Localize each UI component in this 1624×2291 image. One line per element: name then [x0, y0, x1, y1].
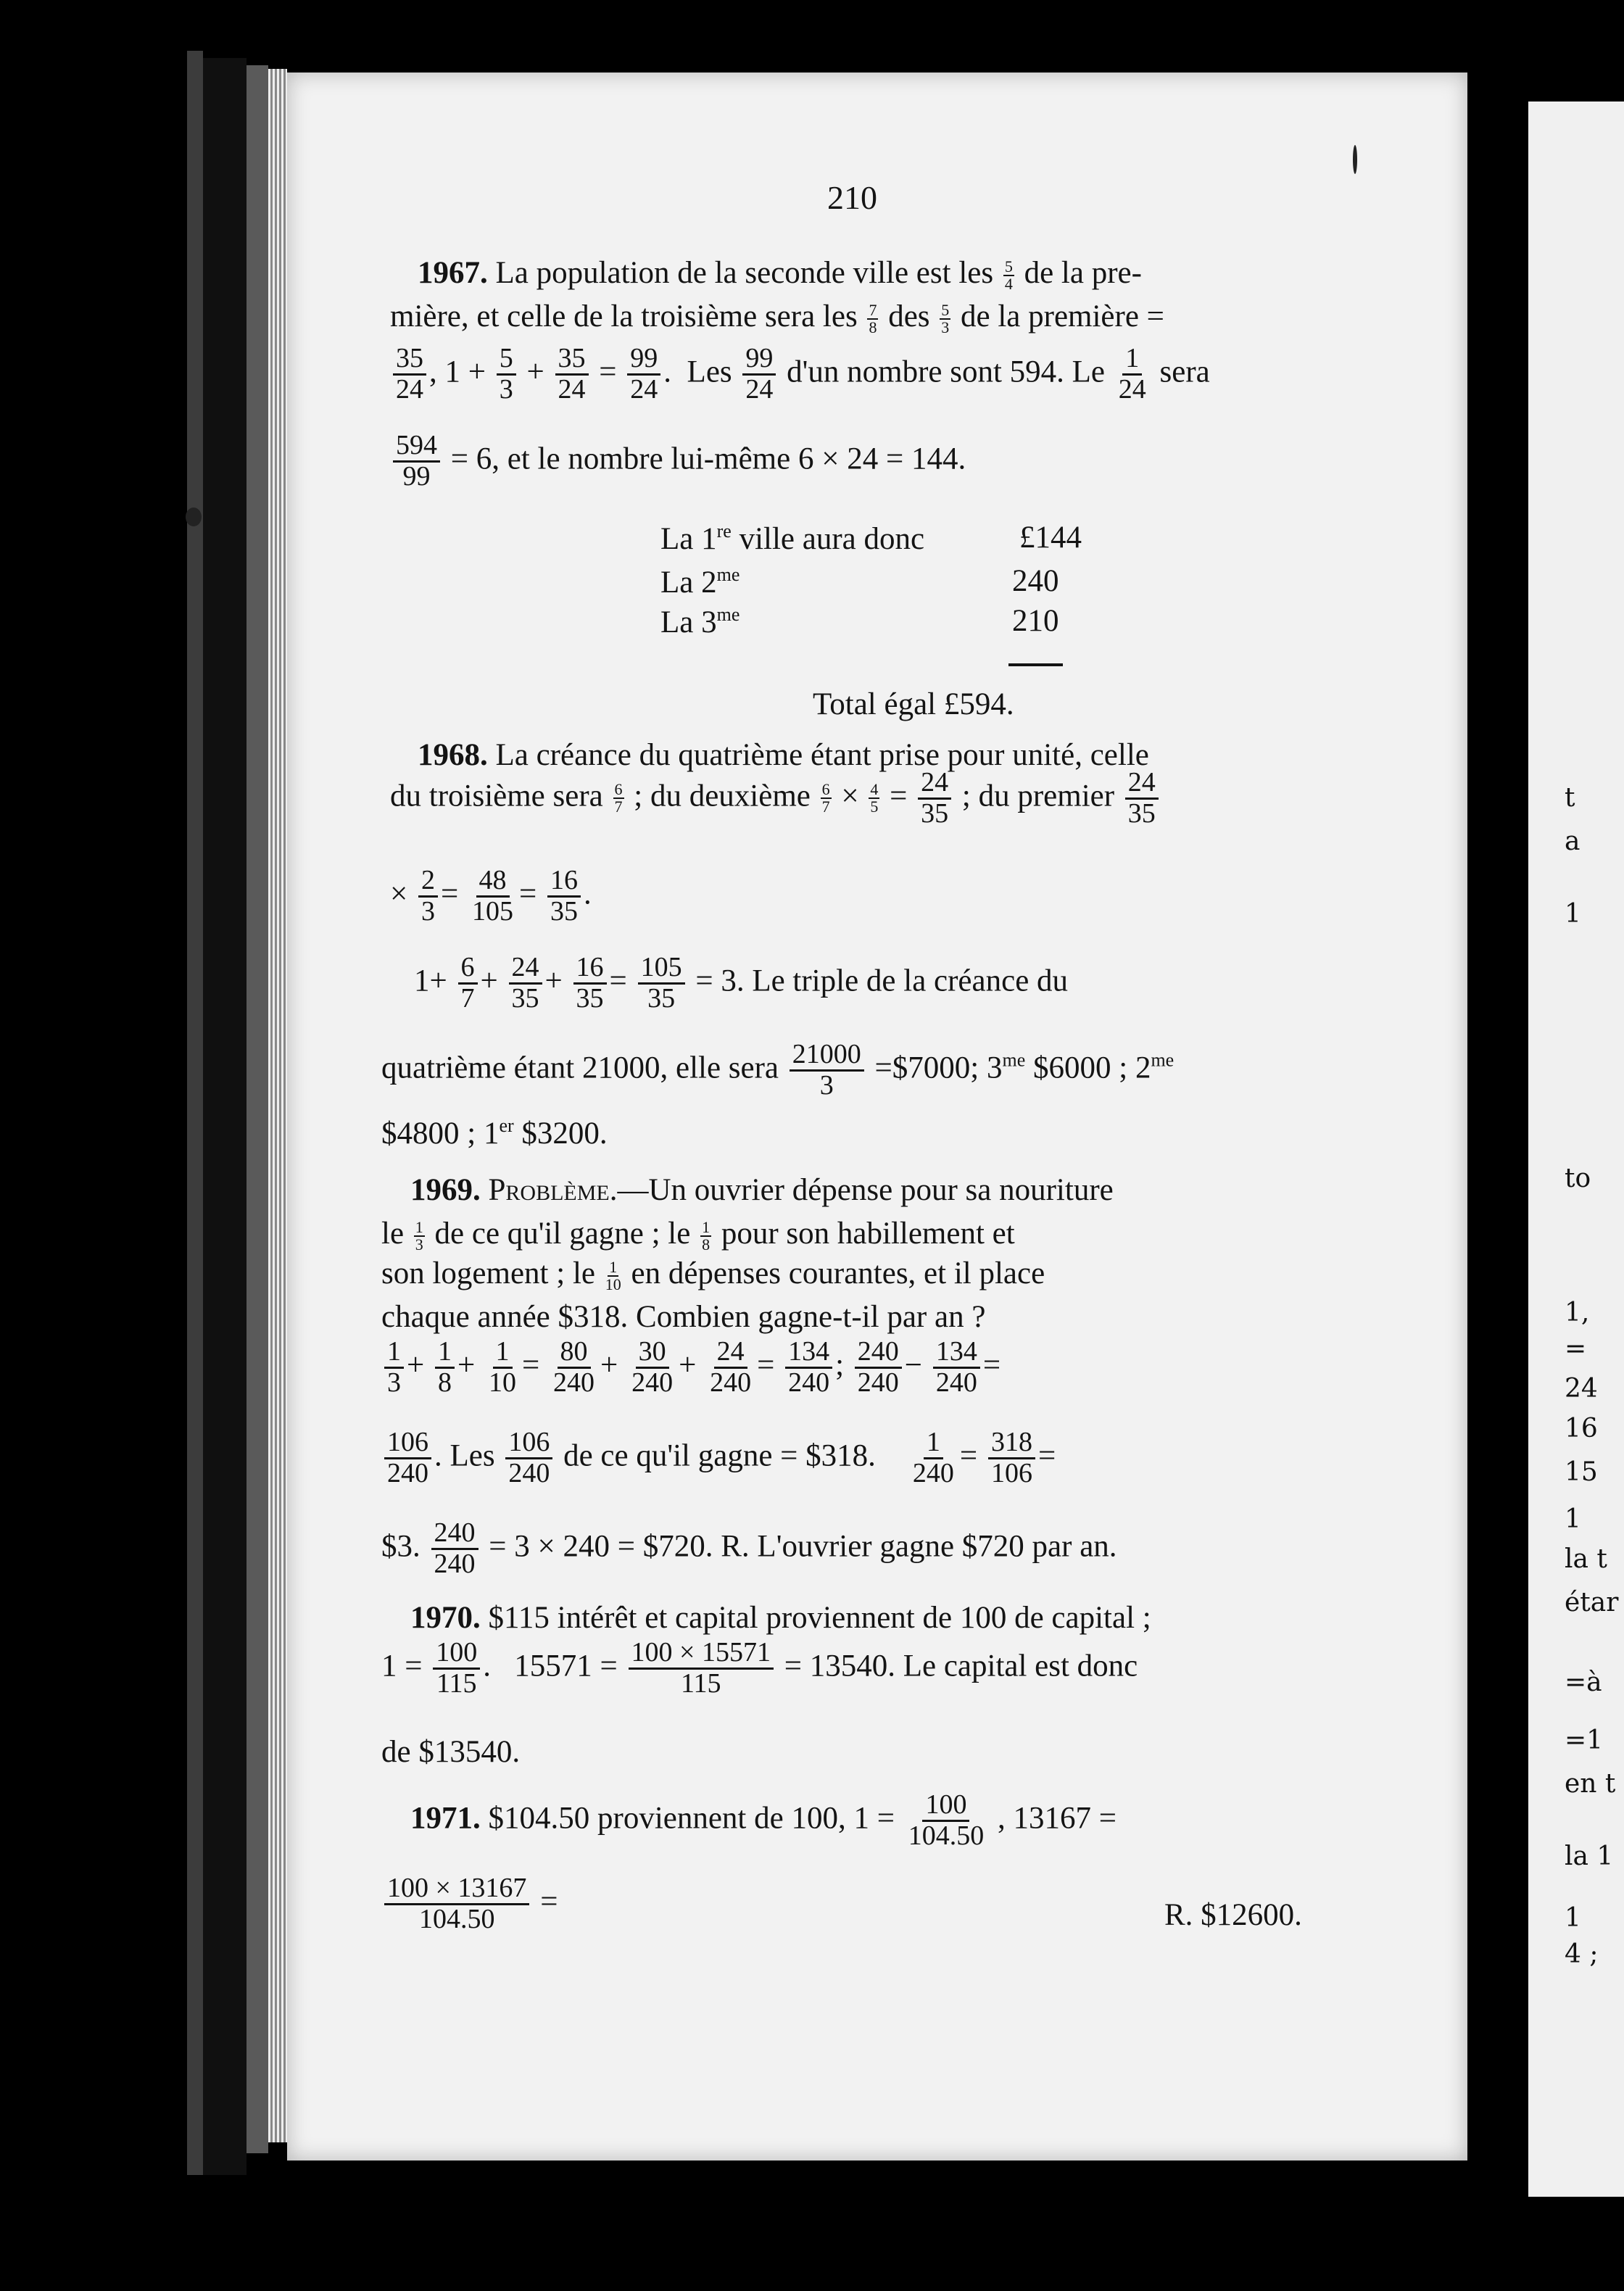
paragraph-1968-line-5: quatrième étant 21000, elle sera $\frac{21000}{3}$ =$7000; $3^{me}$ $6000 ; $2^{me}$ [381, 1039, 1174, 1101]
paragraph-1971-equation: $\frac{100 \times 13167}{104.50}$ = [381, 1874, 558, 1934]
fragment-text: 16 [1565, 1414, 1598, 1443]
paragraph-1969-line-2: le $\frac{1}{3}$ de ce qu'il gagne ; le $\frac{1}{8}$ pour son habillement et [381, 1217, 1015, 1254]
table-row-value: £144 [1019, 521, 1082, 555]
fragment-text: 1 [1565, 1504, 1581, 1534]
fragment-text: la 1 [1565, 1842, 1614, 1871]
fragment-text: 1 [1565, 1903, 1581, 1933]
paragraph-1968-equation-2: 1+ $\frac{6}{7}$ + $\frac{24}{35}$ + $\frac{16}{35}$ = $\frac{105}{35}$ = 3. Le triple de la créance du [414, 952, 1069, 1014]
paragraph-1969-line-4: chaque année $318. Combien gagne-t-il par an ? [381, 1300, 986, 1334]
paragraph-1968-equation-1: × $\frac{2}{3}$ = $\frac{48}{105}$ = $\frac{16}{35}$ . [390, 865, 592, 927]
fragment-text: étar [1565, 1588, 1619, 1617]
paragraph-1969-line-3: son logement ; le $\frac{1}{10}$ en dépenses courantes, et il place [381, 1256, 1045, 1294]
fragment-text: 1 [1565, 899, 1581, 929]
paragraph-1967-equation-1: $\frac{35}{24}$ , 1 + $\frac{5}{3}$ + $\frac{35}{24}$ = $\frac{99}{24}$ . Les $\frac{99}{24}$ d'un nombre sont 594. Le $\frac{1}{24}$ sera [390, 344, 1210, 405]
fragment-text: a [1565, 826, 1580, 856]
book-edge [246, 65, 268, 2153]
book-spine-shadow [203, 58, 246, 2175]
scan-mark [1353, 145, 1357, 174]
paragraph-1970-line-3: de $13540. [381, 1735, 521, 1769]
paragraph-1971-line-1: 1971. $104.50 proviennent de 100, 1 = $\frac{100}{104.50}$ , 13167 = [410, 1789, 1116, 1851]
page-number: 210 [827, 179, 877, 216]
paragraph-1969-equation-2: $\frac{106}{240}$ . Les $\frac{106}{240}$ de ce qu'il gagne = $318. $\frac{1}{240}$ = $\frac{318}{106}$ = [381, 1428, 1056, 1488]
paragraph-1968-line-1: 1968. La créance du quatrième étant prise pour unité, celle [418, 738, 1149, 772]
table-row-value: 210 [1012, 604, 1059, 638]
book-edge [187, 51, 203, 2175]
table-total: Total égal £594. [813, 687, 1014, 721]
paragraph-1969-equation-3: $3. $\frac{240}{240}$ = 3 × 240 = $720. R. L'ouvrier gagne $720 par an. [381, 1517, 1117, 1579]
fragment-text: en t [1565, 1769, 1616, 1799]
adjacent-page-fragment [1528, 102, 1624, 2197]
paragraph-1967-equation-2: $\frac{594}{99}$ = 6, et le nombre lui-même 6 × 24 = 144. [390, 431, 966, 492]
problem-number: 1967. [418, 256, 488, 290]
table-row-value: 240 [1012, 564, 1059, 598]
fragment-text: 24 [1565, 1374, 1598, 1404]
table-row-label: La $3^{me}$ [660, 604, 740, 639]
page-stack-edges [268, 69, 287, 2142]
table-row-label: La $2^{me}$ [660, 564, 740, 600]
answer-1971: R. $12600. [1164, 1898, 1302, 1932]
fraction: $\frac{5}{4}$ [1004, 257, 1013, 294]
fragment-text: t [1565, 783, 1575, 813]
fragment-text: =1 [1565, 1726, 1604, 1755]
fragment-text: 1, [1565, 1298, 1590, 1327]
paragraph-1970-line-1: 1970. $115 intérêt et capital proviennent de 100 de capital ; [410, 1601, 1151, 1635]
text: La population de la seconde ville est les [495, 256, 994, 290]
fragment-text: to [1565, 1164, 1591, 1193]
paragraph-1967-line-2: mière, et celle de la troisième sera les $\frac{7}{8}$ des $\frac{5}{3}$ de la première = [390, 299, 1164, 337]
paragraph-1969-equation-1: $\frac{1}{3}$ + $\frac{1}{8}$ + $\frac{1}{10}$ = $\frac{80}{240}$ + $\frac{30}{240}$ + $\frac{24}{240}$ = $\frac{134}{240}$ ; $\frac{240}{240}$ − $\frac{134}{240}$ = [381, 1338, 1000, 1398]
sum-rule [1008, 663, 1063, 666]
text: de la pre- [1024, 256, 1142, 290]
paragraph-1967-line-1 [418, 257, 1142, 292]
paragraph-1968-line-6: $4800 ; 1er $3200. [381, 1115, 608, 1151]
fragment-text: la t [1565, 1544, 1607, 1574]
paragraph-1969-line-1: 1969. Problème.—Un ouvrier dépense pour sa nouriture [410, 1173, 1114, 1207]
fragment-text: = [1565, 1334, 1587, 1364]
paragraph-1968-line-2: du troisième sera $\frac{6}{7}$ ; du deuxième $\frac{6}{7}$ × $\frac{4}{5}$ = $\frac{24}{35}$ ; du premier $\frac{24}{35}$ [390, 768, 1161, 829]
paragraph-1970-equation: 1 = $\frac{100}{115}$ . 15571 = $\frac{100 \times 15571}{115}$ = 13540. Le capital est donc [381, 1637, 1138, 1699]
fragment-text: =à [1565, 1668, 1602, 1697]
book-page [287, 72, 1467, 2160]
table-row-label: La 1re ville aura donc [660, 521, 925, 556]
scan-speck [186, 508, 202, 526]
fragment-text: 4 ; [1565, 1939, 1599, 1969]
fragment-text: 15 [1565, 1457, 1598, 1487]
